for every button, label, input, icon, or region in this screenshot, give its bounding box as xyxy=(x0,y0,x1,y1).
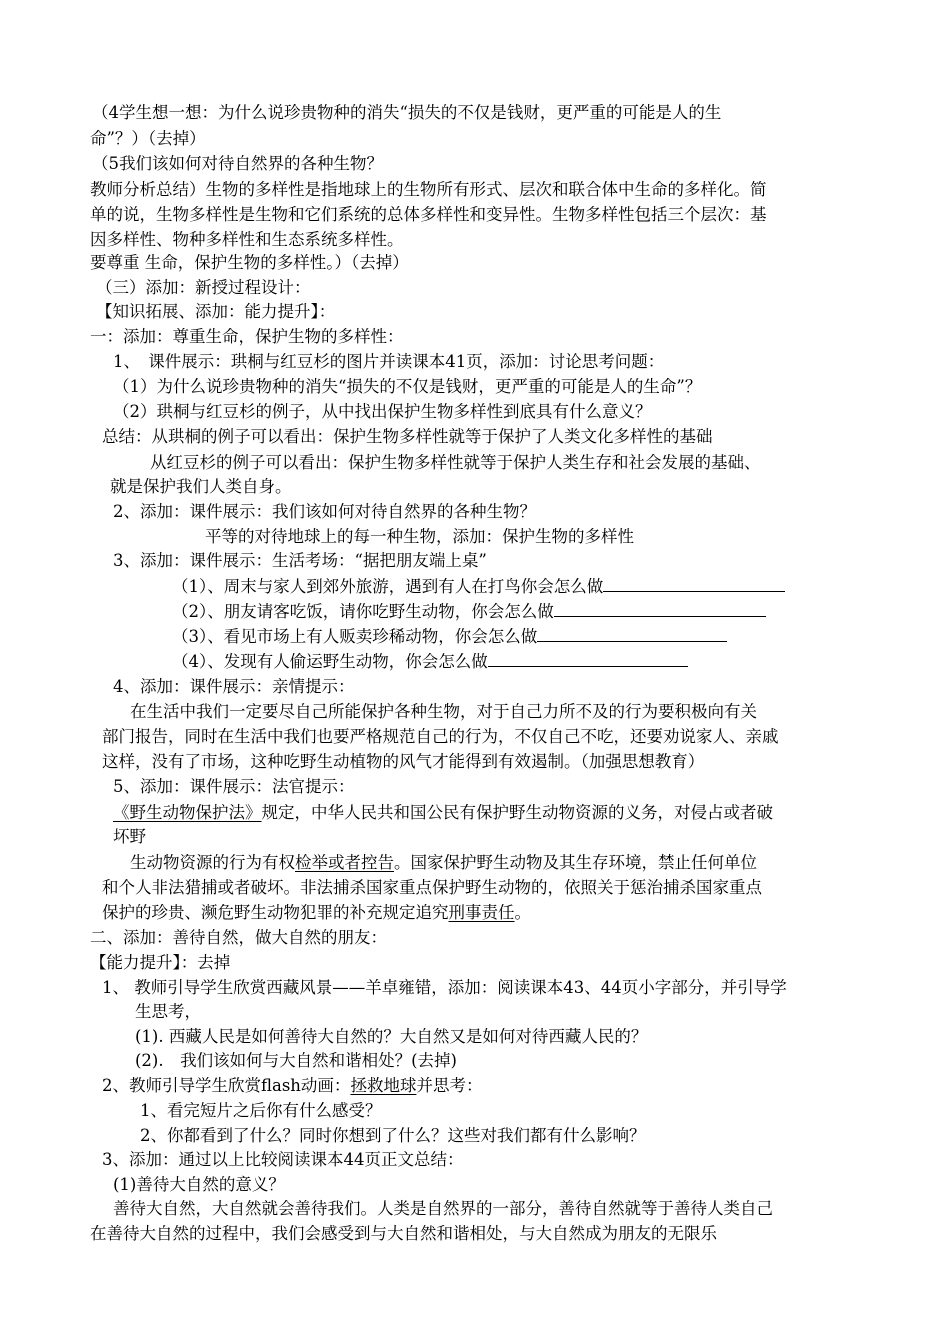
section-heading: 二、添加：善待自然，做大自然的朋友： xyxy=(90,928,387,947)
report-link[interactable]: 检举或者控告 xyxy=(295,853,394,872)
text-line xyxy=(130,850,757,876)
text-line: 总结：从珙桐的例子可以看出：保护生物多样性就等于保护了人类文化多样性的基础 xyxy=(102,427,713,446)
text-line: 生思考， xyxy=(135,1002,201,1021)
text-line: 善待大自然，大自然就会善待我们。人类是自然界的一部分，善待自然就等于善待人类自己 xyxy=(113,1199,773,1218)
list-item: (1). 西藏人民是如何善待大自然的？大自然又是如何对待西藏人民的？ xyxy=(135,1027,648,1046)
text-line: 要尊重 生命，保护生物的多样性。）（去掉） xyxy=(90,253,409,272)
text-span: 生动物资源的行为有权 xyxy=(130,853,295,872)
text-span: 。国家保护野生动物及其生存环境，禁止任何单位 xyxy=(394,853,757,872)
answer-blank[interactable] xyxy=(488,649,688,667)
question-text: （2）、朋友请客吃饭，请你吃野生动物，你会怎么做 xyxy=(172,602,554,621)
text-line: 单的说，生物多样性是生物和它们系统的总体多样性和变异性。生物多样性包括三个层次：基 xyxy=(90,205,767,224)
text-line: 就是保护我们人类自身。 xyxy=(110,477,292,496)
text-span: 2、教师引导学生欣赏flash动画： xyxy=(102,1076,351,1095)
text-line: 和个人非法猎捕或者破坏。非法捕杀国家重点保护野生动物的，依照关于惩治捕杀国家重点 xyxy=(102,878,762,897)
list-item: 1、 课件展示：珙桐与红豆杉的图片并读课本41页，添加：讨论思考问题： xyxy=(113,352,665,371)
question-text: （3）、看见市场上有人贩卖珍稀动物，你会怎么做 xyxy=(172,627,538,646)
answer-blank[interactable] xyxy=(554,599,766,617)
section-heading: （三）添加：新授过程设计： xyxy=(96,278,311,297)
question-item xyxy=(172,624,727,650)
list-item: 2、添加：课件展示：我们该如何对待自然界的各种生物？ xyxy=(113,502,536,521)
list-item: 2、你都看到了什么？同时你想到了什么？这些对我们都有什么影响？ xyxy=(140,1126,646,1145)
answer-blank[interactable] xyxy=(603,574,785,592)
list-item: (2). 我们该如何与大自然和谐相处？(去掉) xyxy=(135,1051,457,1070)
text-line: 平等的对待地球上的每一种生物，添加：保护生物的多样性 xyxy=(205,527,634,546)
text-line: （4学生想一想：为什么说珍贵物种的消失“损失的不仅是钱财，更严重的可能是人的生 xyxy=(92,103,722,122)
law-title-link[interactable]: 《野生动物保护法》 xyxy=(113,803,262,822)
section-heading: 【能力提升】：去掉 xyxy=(90,953,231,972)
question-item xyxy=(172,574,785,600)
list-item: 5、添加：课件展示：法官提示： xyxy=(113,777,355,796)
list-item: (1)善待大自然的意义？ xyxy=(113,1175,285,1194)
text-line xyxy=(102,900,531,926)
answer-blank[interactable] xyxy=(537,624,727,642)
section-heading: 【知识拓展、添加：能力提升】： xyxy=(96,302,336,321)
text-line: 从红豆杉的例子可以看出：保护生物多样性就等于保护人类生存和社会发展的基础、 xyxy=(150,453,761,472)
text-line: 因多样性、物种多样性和生态系统多样性。 xyxy=(90,230,404,249)
text-span: 规定，中华人民共和国公民有保护野生动物资源的义务，对侵占或者破 xyxy=(261,803,773,822)
text-line: （5我们该如何对待自然界的各种生物？ xyxy=(92,154,383,173)
list-item: 3、添加：通过以上比较阅读课本44页正文总结： xyxy=(102,1150,464,1169)
list-item xyxy=(102,1073,482,1099)
list-item: （2）珙桐与红豆杉的例子，从中找出保护生物多样性到底具有什么意义？ xyxy=(113,402,652,421)
section-heading: 一：添加：尊重生命，保护生物的多样性： xyxy=(90,327,404,346)
text-line: 在生活中我们一定要尽自己所能保护各种生物，对于自己力所不及的行为要积极向有关 xyxy=(130,702,757,721)
save-earth-link[interactable]: 拯救地球 xyxy=(350,1076,417,1095)
text-span: 并思考： xyxy=(416,1076,483,1095)
text-line: 教师分析总结）生物的多样性是指地球上的生物所有形式、层次和联合体中生命的多样化。简 xyxy=(90,180,767,199)
question-text: （4）、发现有人偷运野生动物，你会怎么做 xyxy=(172,652,488,671)
list-item: 1、看完短片之后你有什么感受？ xyxy=(140,1101,382,1120)
text-line: 坏野 xyxy=(113,827,146,846)
text-line: 这样，没有了市场，这种吃野生动植物的风气才能得到有效遏制。（加强思想教育） xyxy=(102,752,705,771)
text-span: 。 xyxy=(514,903,531,922)
list-item: （1）为什么说珍贵物种的消失“损失的不仅是钱财，更严重的可能是人的生命”？ xyxy=(113,377,702,396)
criminal-liability-link[interactable]: 刑事责任 xyxy=(448,903,515,922)
text-line: 在善待大自然的过程中，我们会感受到与大自然和谐相处，与大自然成为朋友的无限乐 xyxy=(90,1224,717,1243)
question-item xyxy=(172,599,766,625)
list-item: 4、添加：课件展示：亲情提示： xyxy=(113,677,355,696)
text-line: 部门报告，同时在生活中我们也要严格规范自己的行为，不仅自己不吃，还要劝说家人、亲戚 xyxy=(102,727,779,746)
list-item: 1、 教师引导学生欣赏西藏风景——羊卓雍错，添加：阅读课本43、44页小字部分，并引导学 xyxy=(102,978,787,997)
question-item xyxy=(172,649,688,675)
text-line: 命”？）（去掉） xyxy=(90,129,206,148)
text-span: 保护的珍贵、濒危野生动物犯罪的补充规定追究 xyxy=(102,903,449,922)
question-text: （1）、周末与家人到郊外旅游，遇到有人在打鸟你会怎么做 xyxy=(172,577,604,596)
text-line xyxy=(113,800,773,826)
list-item: 3、添加：课件展示：生活考场：“据把朋友端上桌” xyxy=(113,551,487,570)
